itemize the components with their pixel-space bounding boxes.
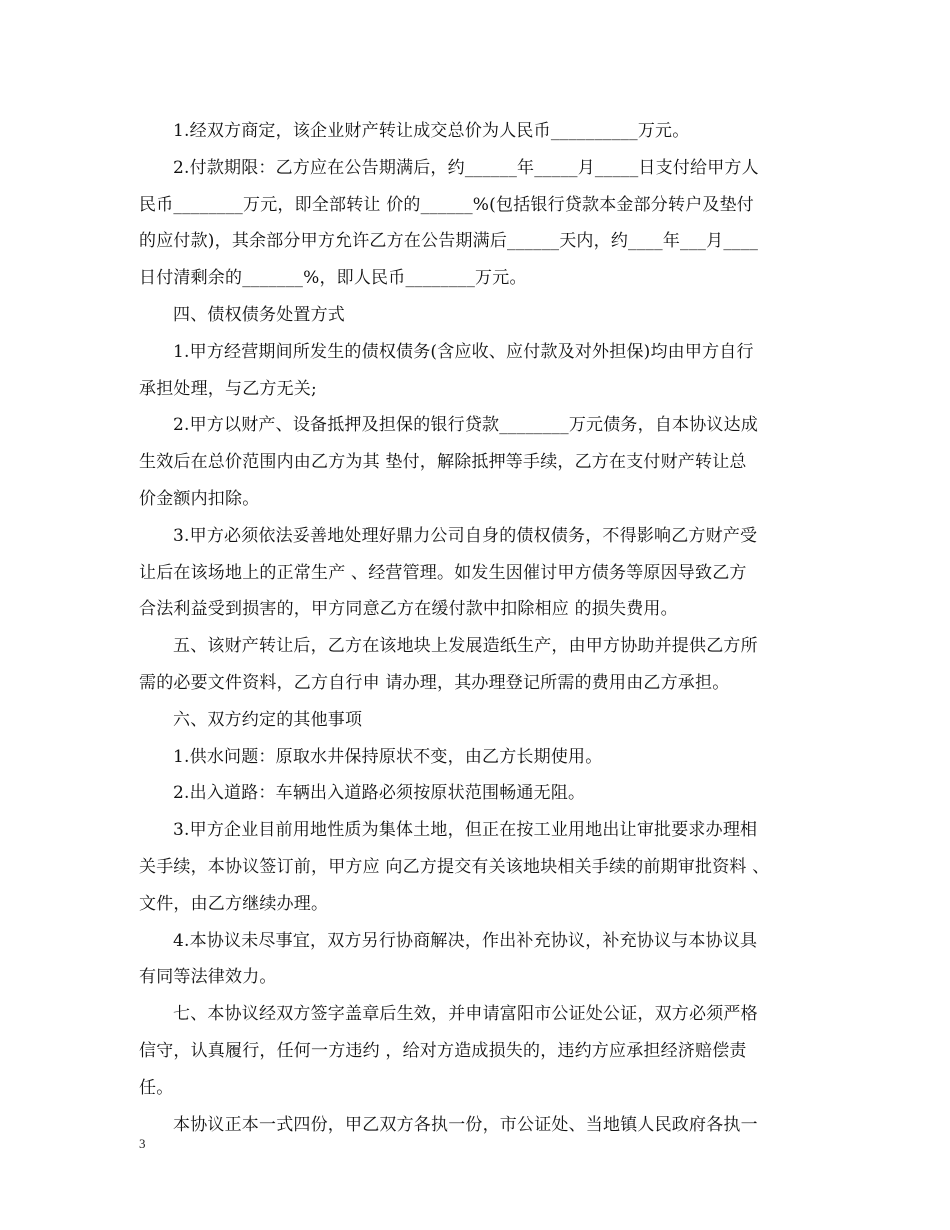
document-line: 关手续，本协议签订前，甲方应 向乙方提交有关该地块相关手续的前期审批资料 、 [139, 856, 770, 877]
document-line: 承担处理，与乙方无关; [139, 378, 317, 399]
document-line: 1.甲方经营期间所发生的债权债务(含应收、应付款及对外担保)均由甲方自行 [173, 341, 754, 362]
document-body [139, 113, 815, 1143]
document-line: 让后在该场地上的正常生产 、经营管理。如发生因催讨甲方债务等原因导致乙方 [139, 562, 747, 583]
document-line: 3.甲方企业目前用地性质为集体土地，但正在按工业用地出让审批要求办理相 [173, 820, 758, 841]
document-line: 五、该财产转让后，乙方在该地块上发展造纸生产，由甲方协助并提供乙方所 [173, 636, 758, 657]
page-number: 3 [139, 1136, 146, 1151]
document-line: 四、债权债务处置方式 [173, 304, 345, 325]
document-line: 2.甲方以财产、设备抵押及担保的银行贷款________万元债务，自本协议达成 [173, 415, 759, 436]
document-line: 3.甲方必须依法妥善地处理好鼎力公司自身的债权债务，不得影响乙方财产受 [173, 525, 758, 546]
document-line: 需的必要文件资料，乙方自行申 请办理，其办理登记所需的费用由乙方承担。 [139, 672, 730, 693]
document-line: 生效后在总价范围内由乙方为其 垫付，解除抵押等手续，乙方在支付财产转让总 [139, 452, 747, 473]
document-line: 1.供水问题：原取水井保持原状不变，由乙方长期使用。 [173, 746, 603, 767]
document-line: 民币________万元，即全部转让 价的______%(包括银行贷款本金部分转户及垫付 [139, 194, 754, 215]
document-line: 七、本协议经双方签字盖章后生效，并申请富阳市公证处公证，双方必须严格 [173, 1004, 758, 1025]
document-line: 有同等法律效力。 [139, 967, 277, 988]
document-line: 六、双方约定的其他事项 [173, 709, 363, 730]
document-line: 日付清剩余的_______%，即人民币________万元。 [139, 268, 527, 289]
document-line: 2.出入道路：车辆出入道路必须按原状范围畅通无阻。 [173, 783, 586, 804]
document-line: 文件，由乙方继续办理。 [139, 893, 329, 914]
document-line: 1.经双方商定，该企业财产转让成交总价为人民币__________万元。 [173, 121, 690, 141]
document-line: 信守，认真履行，任何一方违约 ，给对方造成损失的，违约方应承担经济赔偿责 [139, 1040, 747, 1061]
document-line: 价金额内扣除。 [139, 488, 260, 509]
document-line: 的应付款)，其余部分甲方允许乙方在公告期满后______天内，约____年___月____ [139, 231, 759, 252]
document-line: 任。 [139, 1077, 174, 1098]
document-line: 2.付款期限：乙方应在公告期满后，约______年_____月_____日支付给甲方人 [173, 157, 759, 178]
document-line: 4.本协议未尽事宜，双方另行协商解决，作出补充协议，补充协议与本协议具 [173, 930, 758, 951]
document-line: 合法利益受到损害的，甲方同意乙方在缓付款中扣除相应 的损失费用。 [139, 599, 678, 620]
document-line: 本协议正本一式四份，甲乙双方各执一份，市公证处、当地镇人民政府各执一 [173, 1114, 758, 1135]
